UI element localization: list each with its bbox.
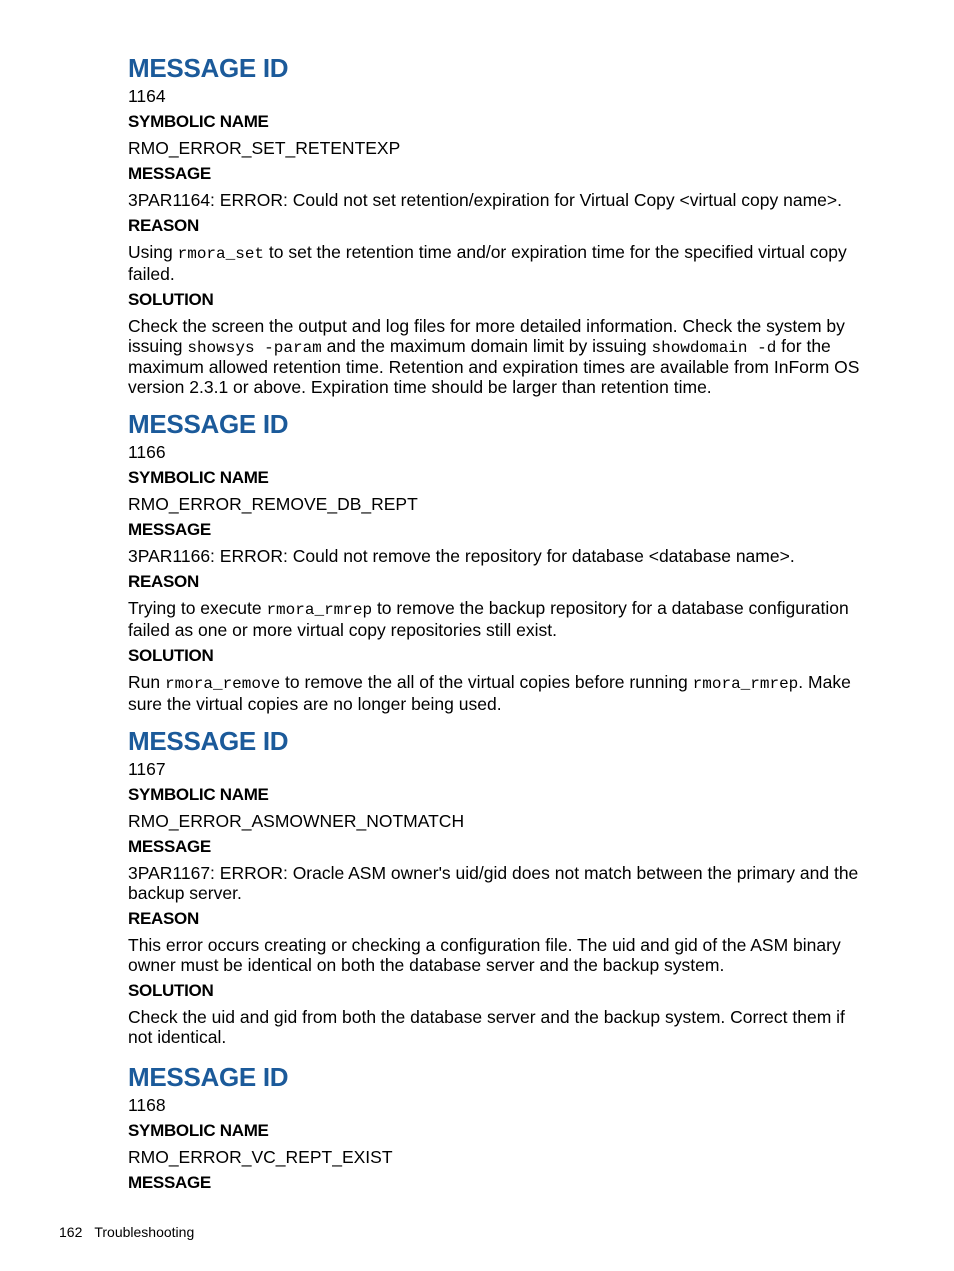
command-code: showsys -param xyxy=(187,338,322,357)
message-id-heading: MESSAGE ID xyxy=(128,726,289,756)
message-id-heading: MESSAGE ID xyxy=(128,53,289,83)
symbolic-name-label: SYMBOLIC NAME xyxy=(128,468,269,487)
symbolic-name-value: RMO_ERROR_REMOVE_DB_REPT xyxy=(128,494,418,514)
reason-text-part: to set the retention time and/or expiration time for the specified virtual copy failed. xyxy=(128,242,847,284)
message-entry-1166 xyxy=(128,409,870,717)
reason-label: REASON xyxy=(128,216,199,235)
reason-text-part: Trying to execute xyxy=(128,598,267,618)
message-id-value: 1167 xyxy=(128,759,166,779)
solution-label: SOLUTION xyxy=(128,646,214,665)
message-label: MESSAGE xyxy=(128,164,211,183)
reason-label: REASON xyxy=(128,909,199,928)
symbolic-name-label: SYMBOLIC NAME xyxy=(128,112,269,131)
solution-text-part: . Make sure the virtual copies are no longer being used. xyxy=(128,672,851,714)
message-id-value: 1164 xyxy=(128,86,166,106)
solution-text xyxy=(128,669,870,717)
reason-text xyxy=(128,239,870,287)
message-label: MESSAGE xyxy=(128,1173,211,1192)
command-code: rmora_remove xyxy=(164,675,281,693)
footer-section-title: Troubleshooting xyxy=(94,1224,195,1240)
command-code: rmora_rmrep xyxy=(266,601,373,619)
solution-label: SOLUTION xyxy=(128,981,214,1000)
message-label: MESSAGE xyxy=(128,837,211,856)
message-entry-1164 xyxy=(128,53,870,400)
symbolic-name-value: RMO_ERROR_SET_RETENTEXP xyxy=(128,138,401,158)
message-label: MESSAGE xyxy=(128,520,211,539)
symbolic-name-label: SYMBOLIC NAME xyxy=(128,785,269,804)
command-code: showdomain -d xyxy=(651,338,777,357)
solution-text xyxy=(128,313,870,400)
message-id-value: 1166 xyxy=(128,442,166,462)
page-number: 162 xyxy=(59,1224,83,1240)
reason-label: REASON xyxy=(128,572,199,591)
message-text: 3PAR1167: ERROR: Oracle ASM owner's uid/gid does not match between the primary and the backup server. xyxy=(128,863,859,903)
reason-text: This error occurs creating or checking a configuration file. The uid and gid of the ASM binary owner must be identical on both the database server and the backup system. xyxy=(128,935,841,975)
symbolic-name-value: RMO_ERROR_VC_REPT_EXIST xyxy=(128,1147,393,1167)
solution-text-part: Check the screen the output and log files for more detailed information. Check the system by issuing xyxy=(128,316,845,356)
solution-text-part: to remove the all of the virtual copies before running xyxy=(280,672,693,692)
message-text: 3PAR1164: ERROR: Could not set retention/expiration for Virtual Copy <virtual copy name>. xyxy=(128,190,842,210)
solution-text-part: Run xyxy=(128,672,165,692)
symbolic-name-value: RMO_ERROR_ASMOWNER_NOTMATCH xyxy=(128,811,465,831)
message-id-value: 1168 xyxy=(128,1095,166,1115)
command-code: rmora_set xyxy=(177,245,265,263)
message-id-heading: MESSAGE ID xyxy=(128,1062,289,1092)
reason-text-part: Using xyxy=(128,242,178,262)
solution-text: Check the uid and gid from both the database server and the backup system. Correct them if not identical. xyxy=(128,1007,845,1047)
reason-text xyxy=(128,595,870,643)
message-text: 3PAR1166: ERROR: Could not remove the repository for database <database name>. xyxy=(128,546,795,566)
solution-text-part: and the maximum domain limit by issuing xyxy=(321,335,652,356)
command-code: rmora_rmrep xyxy=(692,675,799,693)
solution-label: SOLUTION xyxy=(128,290,214,309)
solution-text-part: for the maximum allowed retention time. Retention and expiration times are available from InForm OS version 2.3.1 or above. Expiration time should be larger than retention time. xyxy=(128,335,860,397)
reason-text-part: to remove the backup repository for a database configuration failed as one or more virtual copy repositories still exist. xyxy=(128,598,849,640)
symbolic-name-label: SYMBOLIC NAME xyxy=(128,1121,269,1140)
page-footer xyxy=(59,1222,194,1242)
message-id-heading: MESSAGE ID xyxy=(128,409,289,439)
message-entry-1168 xyxy=(128,1062,870,1196)
message-entry-1167 xyxy=(128,726,870,1050)
